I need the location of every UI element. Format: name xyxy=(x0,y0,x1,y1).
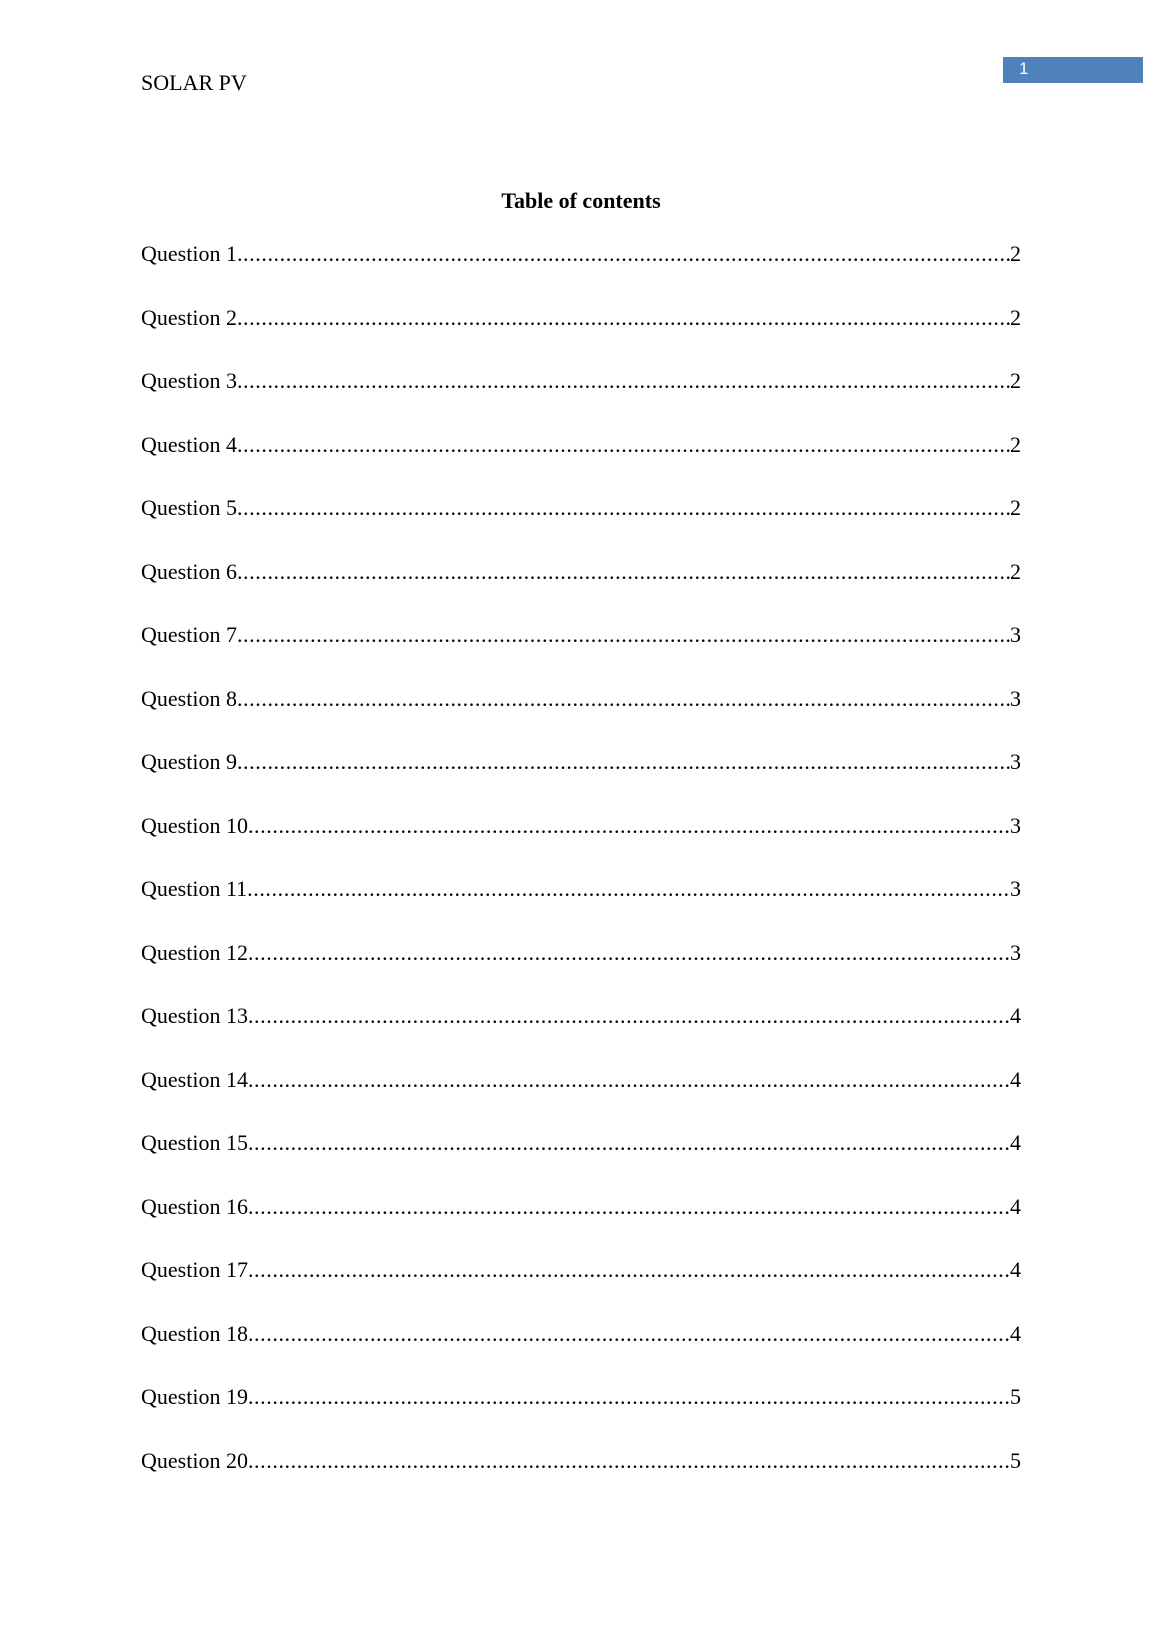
toc-entry-label: Question 1 xyxy=(141,241,237,266)
toc-entry-page: 2 xyxy=(1010,241,1021,266)
toc-entry-page: 4 xyxy=(1010,1320,1021,1346)
toc-dot-leader xyxy=(237,431,1010,458)
toc-heading: Table of contents xyxy=(501,188,661,213)
toc-entry-page: 3 xyxy=(1010,812,1021,838)
toc-dot-leader xyxy=(237,748,1010,775)
toc-dot-leader xyxy=(248,1129,1010,1156)
toc-dot-leader xyxy=(237,367,1010,394)
toc-entry-page: 3 xyxy=(1010,876,1021,901)
toc-entry-question-7[interactable] xyxy=(141,621,1021,648)
toc-entry-label: Question 20 xyxy=(141,1447,248,1473)
toc-entry-question-17[interactable] xyxy=(141,1256,1021,1283)
running-header-title: SOLAR PV xyxy=(141,70,247,95)
toc-entry-question-20[interactable] xyxy=(141,1447,1021,1474)
toc-dot-leader xyxy=(237,685,1010,712)
toc-entry-question-11[interactable] xyxy=(141,875,1021,902)
toc-entry-page: 4 xyxy=(1010,1066,1021,1092)
toc-entry-label: Question 16 xyxy=(141,1193,248,1219)
toc-entry-label: Question 7 xyxy=(141,622,237,647)
toc-entry-question-2[interactable] xyxy=(141,304,1021,331)
toc-entry-question-5[interactable] xyxy=(141,494,1021,521)
toc-dot-leader xyxy=(248,1193,1010,1220)
toc-dot-leader xyxy=(237,304,1010,331)
toc-entry-question-3[interactable] xyxy=(141,367,1021,394)
toc-dot-leader xyxy=(248,1002,1010,1029)
toc-entry-label: Question 14 xyxy=(141,1066,248,1092)
toc-entry-page: 4 xyxy=(1010,1130,1021,1155)
toc-entry-question-19[interactable] xyxy=(141,1383,1021,1410)
toc-entry-question-6[interactable] xyxy=(141,558,1021,585)
toc-dot-leader xyxy=(248,812,1010,839)
toc-entry-page: 2 xyxy=(1010,368,1021,393)
toc-entry-question-1[interactable] xyxy=(141,240,1021,267)
toc-entry-label: Question 15 xyxy=(141,1130,248,1155)
toc-dot-leader xyxy=(237,240,1010,267)
toc-entry-question-9[interactable] xyxy=(141,748,1021,775)
toc-dot-leader xyxy=(237,558,1010,585)
toc-entry-question-14[interactable] xyxy=(141,1066,1021,1093)
toc-entry-page: 4 xyxy=(1010,1193,1021,1219)
toc-entry-question-12[interactable] xyxy=(141,939,1021,966)
toc-entry-question-8[interactable] xyxy=(141,685,1021,712)
toc-dot-leader xyxy=(237,621,1010,648)
toc-entry-page: 5 xyxy=(1010,1447,1021,1473)
toc-dot-leader xyxy=(237,494,1010,521)
toc-entry-page: 2 xyxy=(1010,495,1021,520)
page-number-badge xyxy=(1003,57,1143,83)
toc-entry-label: Question 11 xyxy=(141,876,248,901)
page-number: 1 xyxy=(1019,59,1029,78)
toc-entry-page: 3 xyxy=(1010,622,1021,647)
toc-entry-question-18[interactable] xyxy=(141,1320,1021,1347)
toc-dot-leader xyxy=(248,1066,1010,1093)
toc-entry-label: Question 6 xyxy=(141,558,237,584)
toc-entry-page: 3 xyxy=(1010,939,1021,965)
toc-entry-label: Question 13 xyxy=(141,1003,248,1028)
toc-dot-leader xyxy=(248,1447,1010,1474)
toc-dot-leader xyxy=(248,1256,1010,1283)
toc-entry-page: 4 xyxy=(1010,1257,1021,1282)
toc-entry-label: Question 10 xyxy=(141,812,248,838)
toc-entry-label: Question 2 xyxy=(141,304,237,330)
toc-entry-page: 2 xyxy=(1010,431,1021,457)
toc-entry-label: Question 9 xyxy=(141,749,237,774)
toc-entry-label: Question 3 xyxy=(141,368,237,393)
toc-list xyxy=(141,240,1021,1510)
toc-dot-leader xyxy=(248,1383,1010,1410)
toc-entry-page: 3 xyxy=(1010,749,1021,774)
toc-entry-page: 5 xyxy=(1010,1384,1021,1409)
toc-dot-leader xyxy=(247,875,1010,902)
toc-entry-question-10[interactable] xyxy=(141,812,1021,839)
toc-entry-page: 2 xyxy=(1010,558,1021,584)
toc-entry-label: Question 12 xyxy=(141,939,248,965)
toc-entry-label: Question 19 xyxy=(141,1384,248,1409)
toc-entry-page: 3 xyxy=(1010,685,1021,711)
toc-entry-page: 4 xyxy=(1010,1003,1021,1028)
toc-dot-leader xyxy=(248,1320,1010,1347)
toc-entry-question-16[interactable] xyxy=(141,1193,1021,1220)
toc-entry-label: Question 8 xyxy=(141,685,237,711)
toc-entry-label: Question 5 xyxy=(141,495,237,520)
toc-entry-question-4[interactable] xyxy=(141,431,1021,458)
toc-dot-leader xyxy=(248,939,1010,966)
toc-entry-question-13[interactable] xyxy=(141,1002,1021,1029)
toc-entry-label: Question 4 xyxy=(141,431,237,457)
toc-entry-question-15[interactable] xyxy=(141,1129,1021,1156)
toc-entry-label: Question 18 xyxy=(141,1320,248,1346)
toc-entry-page: 2 xyxy=(1010,304,1021,330)
toc-entry-label: Question 17 xyxy=(141,1257,248,1282)
